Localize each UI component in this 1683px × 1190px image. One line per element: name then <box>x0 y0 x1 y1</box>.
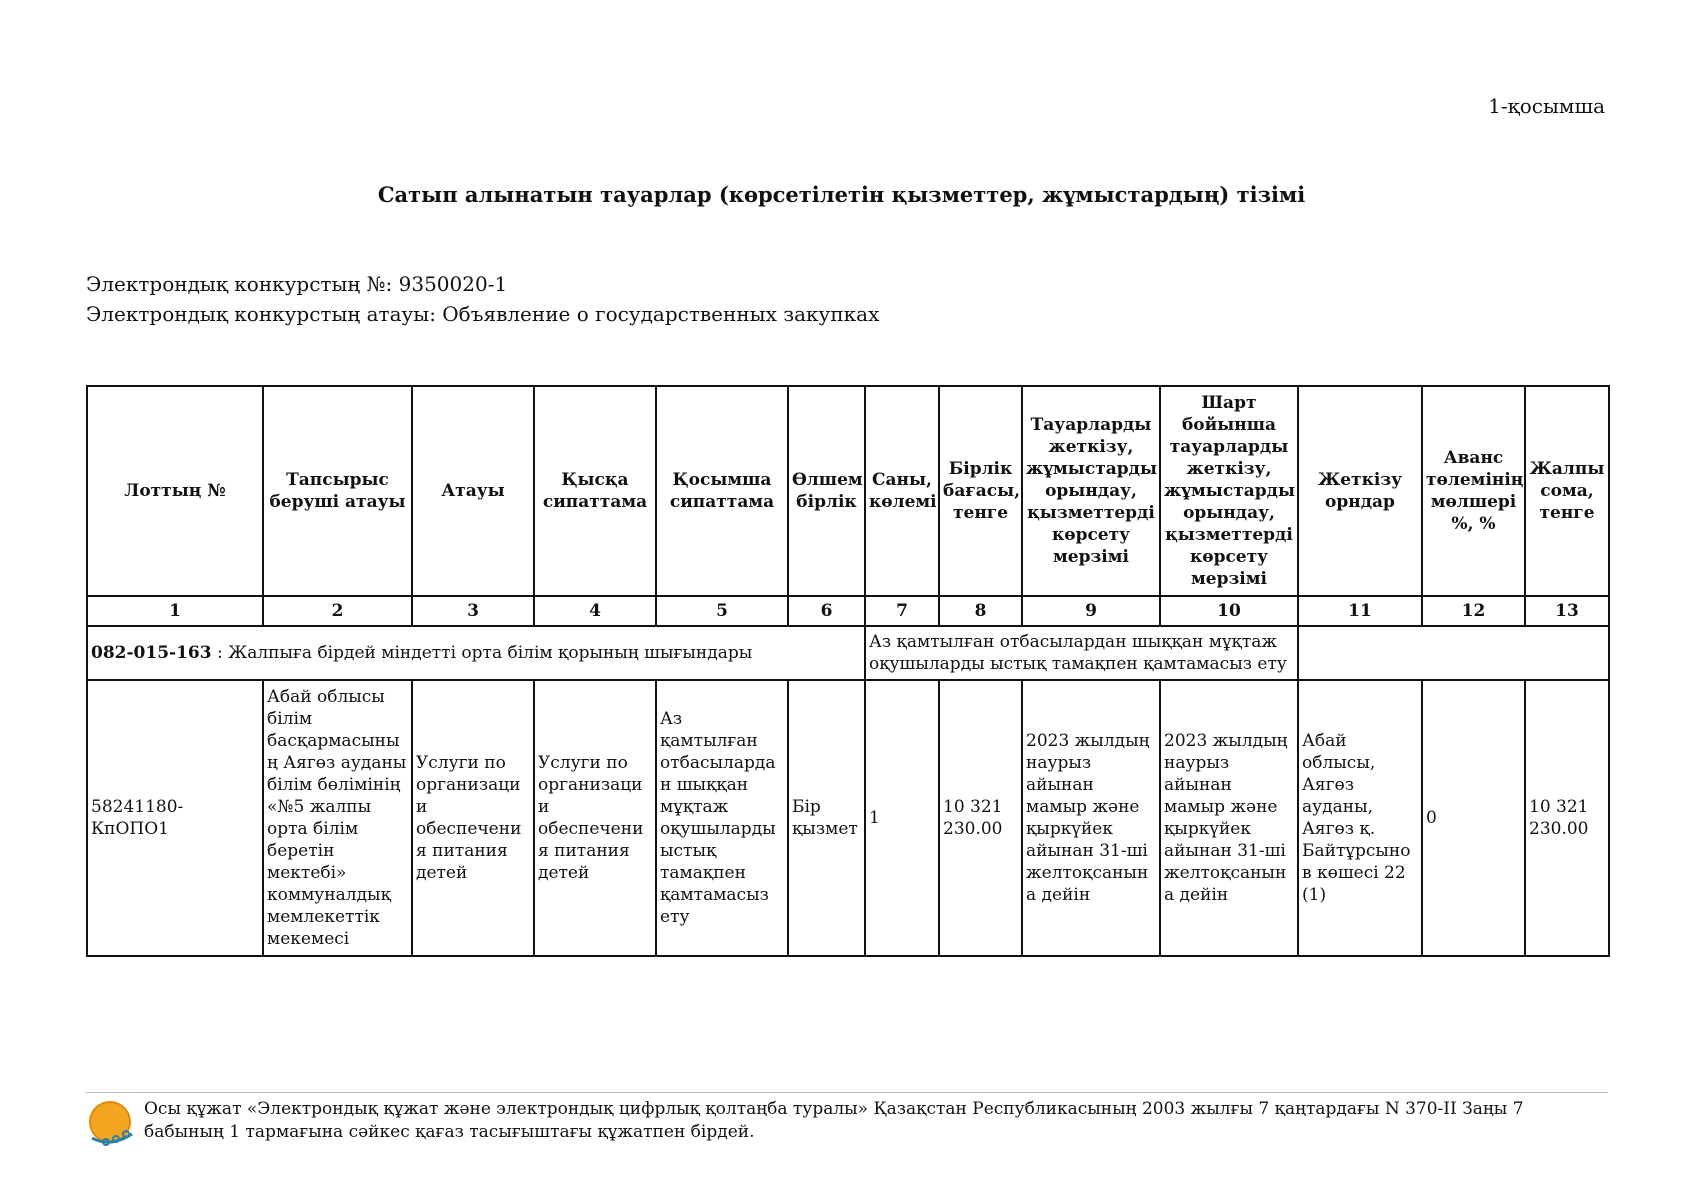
column-number: 8 <box>939 596 1022 626</box>
table-header-row <box>87 386 1609 596</box>
header-cell: Тауарларды жеткізу, жұмыстарды орындау, қызметтерді көрсету мерзімі <box>1022 386 1160 596</box>
column-number: 4 <box>534 596 656 626</box>
budget-subprogram-cell: Аз қамтылған отбасылардан шыққан мұқтаж оқушыларды ыстық тамақпен қамтамасыз ету <box>865 626 1298 680</box>
footer <box>86 1098 1608 1150</box>
total-cell: 10 321 230.00 <box>1525 680 1609 956</box>
name-cell: Услуги по организации обеспечения питания детей <box>412 680 534 956</box>
unit-price-cell: 10 321 230.00 <box>939 680 1022 956</box>
short-description-cell: Услуги по организации обеспечения питания детей <box>534 680 656 956</box>
budget-program-row <box>87 626 1609 680</box>
competition-name: Электрондық конкурстың атауы: Объявление о государственных закупках <box>86 302 880 326</box>
header-cell: Жалпы сома, тенге <box>1525 386 1609 596</box>
extra-description-cell: Аз қамтылған отбасылардан шыққан мұқтаж оқушыларды ыстық тамақпен қамтамасыз ету <box>656 680 788 956</box>
column-number: 12 <box>1422 596 1525 626</box>
column-number: 13 <box>1525 596 1609 626</box>
budget-program-code: 082-015-163 <box>91 643 212 663</box>
header-cell: Лоттың № <box>87 386 263 596</box>
column-number: 7 <box>865 596 939 626</box>
lot-number-cell: 58241180-КпОПО1 <box>87 680 263 956</box>
unit-cell: Бір қызмет <box>788 680 865 956</box>
footer-legal-text: Осы құжат «Электрондық құжат және электрондық цифрлық қолтаңба туралы» Қазақстан Республикасының 2003 жылғы 7 қаңтардағы N 370-II Заңы 7 бабының 1 тармағына сәйкес қағаз тасығыштағы құжатпен бірдей. <box>144 1099 1524 1142</box>
egov-seal-icon <box>86 1098 138 1150</box>
advance-cell: 0 <box>1422 680 1525 956</box>
column-number: 1 <box>87 596 263 626</box>
contract-term-cell: 2023 жылдың наурыз айынан мамыр және қыркүйек айынан 31-ші желтоқсанына дейін <box>1160 680 1298 956</box>
budget-empty-cell <box>1298 626 1609 680</box>
quantity-cell: 1 <box>865 680 939 956</box>
footer-divider <box>86 1092 1608 1093</box>
document-title: Сатып алынатын тауарлар (көрсетілетін қызметтер, жұмыстардың) тізімі <box>377 182 1306 207</box>
delivery-term-cell: 2023 жылдың наурыз айынан мамыр және қыркүйек айынан 31-ші желтоқсанына дейін <box>1022 680 1160 956</box>
header-cell: Шарт бойынша тауарларды жеткізу, жұмыстарды орындау, қызметтерді көрсету мерзімі <box>1160 386 1298 596</box>
table-row <box>87 680 1609 956</box>
column-number: 5 <box>656 596 788 626</box>
column-number: 6 <box>788 596 865 626</box>
column-number: 9 <box>1022 596 1160 626</box>
header-cell: Саны, көлемі <box>865 386 939 596</box>
column-number: 11 <box>1298 596 1422 626</box>
lots-table <box>86 385 1610 957</box>
appendix-label: 1-қосымша <box>1488 94 1605 118</box>
budget-program-title: : Жалпыға бірдей міндетті орта білім қорының шығындары <box>211 643 753 663</box>
budget-program-cell <box>87 626 865 680</box>
header-cell: Жеткізу орндар <box>1298 386 1422 596</box>
header-cell: Атауы <box>412 386 534 596</box>
header-cell: Бірлік бағасы, тенге <box>939 386 1022 596</box>
competition-number: Электрондық конкурстың №: 9350020-1 <box>86 272 508 296</box>
column-number: 2 <box>263 596 412 626</box>
header-cell: Қысқа сипаттама <box>534 386 656 596</box>
header-cell: Тапсырыс беруші атауы <box>263 386 412 596</box>
delivery-place-cell: Абай облысы, Аягөз ауданы, Аягөз қ. Байтұрсынов көшесі 22 (1) <box>1298 680 1422 956</box>
column-number: 10 <box>1160 596 1298 626</box>
header-cell: Аванс төлемінің мөлшері %, % <box>1422 386 1525 596</box>
column-number-row <box>87 596 1609 626</box>
column-number: 3 <box>412 596 534 626</box>
header-cell: Өлшем бірлік <box>788 386 865 596</box>
header-cell: Қосымша сипаттама <box>656 386 788 596</box>
customer-cell: Абай облысы білім басқармасының Аягөз ауданы білім бөлімінің «№5 жалпы орта білім беретін мектебі» коммуналдық мемлекеттік мекемесі <box>263 680 412 956</box>
